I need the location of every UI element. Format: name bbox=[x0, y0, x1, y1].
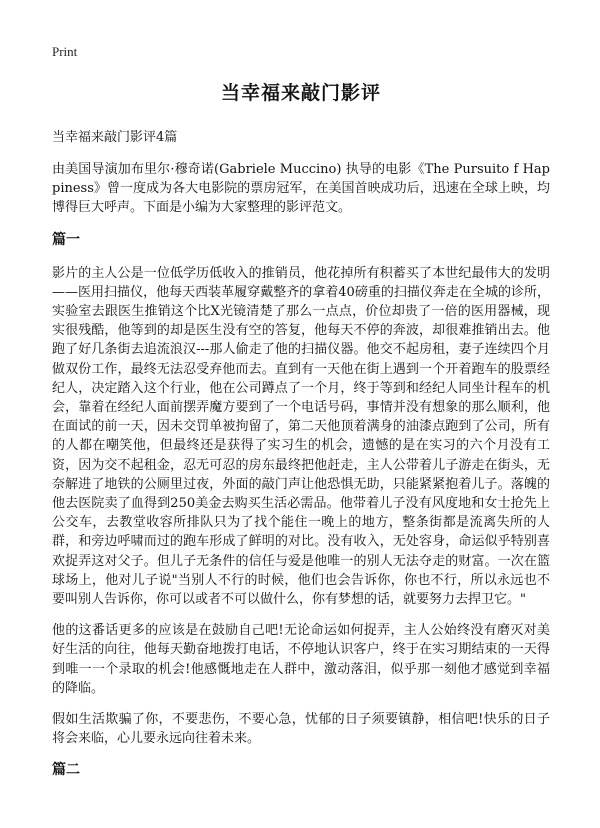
page-title: 当幸福来敲门影评 bbox=[220, 82, 381, 104]
document-subtitle: 当幸福来敲门影评4篇 bbox=[52, 130, 178, 145]
section-heading-2: 篇二 bbox=[52, 762, 80, 779]
intro-paragraph: 由美国导演加布里尔·穆奇诺(Gabriele Muccino) 执导的电影《The Pursuito f Happiness》曾一度成为各大电影院的票房冠军，在美国首映成功后，迅速在全球上映，均博得巨大呼声。下面是小编为大家整理的影评范文。 bbox=[52, 162, 550, 216]
section-1-paragraph-3: 假如生活欺骗了你，不要悲伤，不要心急，忧郁的日子须要镇静，相信吧!快乐的日子将会来临，心儿要永远向往着未来。 bbox=[52, 712, 550, 747]
print-link[interactable]: Print bbox=[52, 44, 78, 59]
section-heading-1: 篇一 bbox=[52, 231, 80, 248]
section-1-paragraph-2: 他的这番话更多的应该是在鼓励自己吧!无论命运如何捉弄，主人公始终没有磨灭对美好生活的向往，他每天勤奋地拨打电话，不停地认识客户，终于在实习期结束的一天得到唯一一个录取的机会!他感慨地走在人群中，激动落泪，似乎那一刻他才感觉到幸福的降临。 bbox=[52, 623, 550, 696]
section-1-paragraph-1: 影片的主人公是一位低学历低收入的推销员，他花掉所有积蓄买了本世纪最伟大的发明——医用扫描仪，他每天西装革履穿戴整齐的拿着40磅重的扫描仪奔走在全城的诊所，实验室去跟医生推销这个比X光镜清楚了那么一点点，价位却贵了一倍的医用器械，现实很残酷，他等到的却是医生没有空的答复，他每天不停的奔波，却很难推销出去。他跑了好几条街去追流浪汉---那人偷走了他的扫描仪器。他交不起房租，妻子连续四个月做双份工作，最终无法忍受弃他而去。直到有一天他在街上遇到一个开着跑车的股票经纪人，决定踏入这个行业，他在公司蹲点了一个月，终于等到和经纪人同坐计程车的机会，靠着在经纪人面前摆弄魔方要到了一个电话号码，事情并没有想象的那么顺利，他在面试的前一天，因未交罚单被拘留了，第二天他顶着满身的油漆点跑到了公司，所有的人都在嘲笑他，但最终还是获得了实习生的机会，遗憾的是在实习的六个月没有工资，因为交不起租金，忍无可忍的房东最终把他赶走，主人公带着儿子游走在街头，无奈解进了地铁的公厕里过夜，外面的敲门声让他恐惧无助，只能紧紧抱着儿子。落魄的他去医院卖了血得到250美金去购买生活必需品。他带着儿子没有风度地和女士抢先上公交车，去教堂收容所排队只为了找个能住一晚上的地方，整条街都是流离失所的人群，和旁边呼啸而过的跑车形成了鲜明的对比。没有收入，无处容身，命运似乎特别喜欢捉弄这对父子。但儿子无条件的信任与爱是他唯一的别人无法夺走的财富。一次在篮球场上，他对儿子说"当别人不行的时候，他们也会告诉你，你也不行，所以永远也不要叫别人告诉你，你可以或者不可以做什么，你有梦想的话，就要努力去捍卫它。" bbox=[52, 265, 550, 608]
